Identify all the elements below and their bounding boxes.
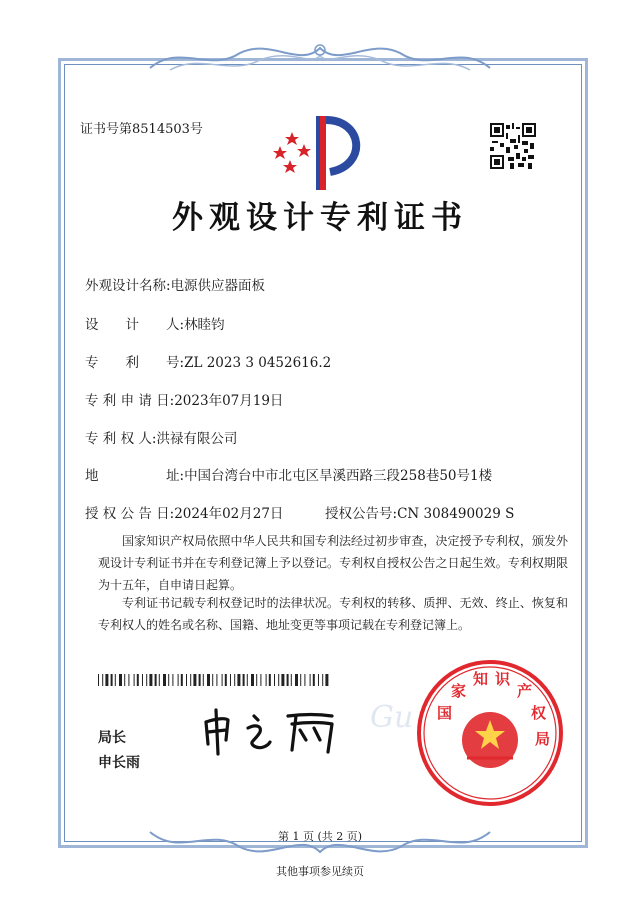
field-value: 2023年07月19日 [174, 393, 284, 409]
barcode [98, 674, 330, 686]
certificate-number: 证书号第8514503号 [80, 122, 203, 137]
field-label: 专 利 申 请 日: [85, 393, 175, 409]
svg-text:知: 知 [473, 670, 489, 688]
page-number: 第 1 页 (共 2 页) [277, 830, 363, 843]
svg-text:产: 产 [517, 682, 533, 700]
qr-code [490, 123, 536, 169]
field-label: 设 计 人: [85, 317, 185, 333]
field-grant-date [85, 502, 283, 522]
field-value: 中国台湾台中市北屯区旱溪西路三段258巷50号1楼 [184, 468, 493, 484]
svg-text:国: 国 [437, 704, 453, 722]
field-value: 2024年02月27日 [174, 506, 284, 522]
cnipa-logo [268, 110, 378, 196]
field-value: ZL 2023 3 0452616.2 [184, 355, 332, 371]
field-designer [85, 313, 225, 333]
handwritten-signature [196, 706, 346, 756]
svg-text:家: 家 [451, 682, 467, 700]
field-value: CN 308490029 S [397, 506, 515, 522]
field-design-name [85, 274, 265, 294]
official-seal [415, 658, 565, 808]
paragraph-1: 国家知识产权局依照中华人民共和国专利法经过初步审查，决定授予专利权，颁发外观设计专利证书并在专利登记簿上予以登记。专利权自授权公告之日起生效。专利权期限为十五年，自申请日起算。 [98, 534, 568, 592]
watermark: Gu [370, 700, 414, 735]
field-value: 电源供应器面板 [170, 278, 266, 294]
signature-name: 申长雨 [98, 755, 140, 771]
paragraph-2: 专利证书记载专利权登记时的法律状况。专利权的转移、质押、无效、终止、恢复和专利权人的姓名或名称、国籍、地址变更等事项记载在专利登记簿上。 [98, 596, 568, 632]
field-value: 林睦钧 [184, 317, 225, 333]
field-label: 外观设计名称: [85, 278, 171, 294]
field-label: 授权公告号: [325, 506, 398, 522]
field-patent-no [85, 351, 331, 371]
field-label: 授 权 公 告 日: [85, 506, 175, 522]
field-address [85, 464, 492, 484]
certificate-title: 外观设计专利证书 [172, 200, 468, 236]
field-label: 地 址: [85, 468, 185, 484]
svg-text:识: 识 [495, 670, 511, 688]
field-filing-date [85, 389, 283, 409]
svg-text:局: 局 [535, 730, 551, 748]
field-patentee [85, 427, 237, 447]
svg-text:权: 权 [531, 704, 547, 722]
field-grant-no [325, 502, 514, 522]
top-ornament [140, 38, 500, 78]
signature-title: 局长 [98, 730, 126, 746]
field-value: 洪禄有限公司 [156, 431, 238, 447]
field-label: 专 利 权 人: [85, 431, 157, 447]
footnote: 其他事项参见续页 [276, 865, 364, 878]
field-label: 专 利 号: [85, 355, 185, 371]
